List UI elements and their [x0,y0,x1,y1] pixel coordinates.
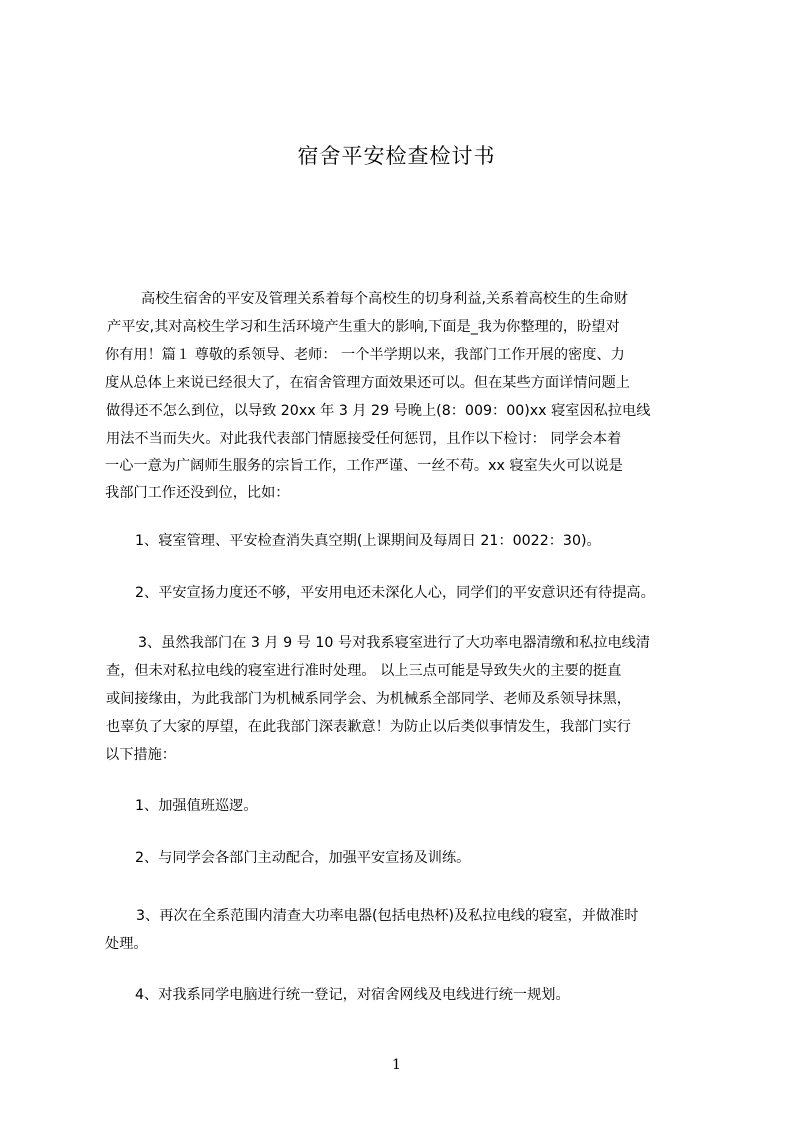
problem-item-2: 2、平安宣扬力度还不够，平安用电还未深化人心，同学们的平安意识还有待提高。 [135,585,655,601]
intro-line-7: 一心一意为广阔师生服务的宗旨工作，工作严谨、一丝不苟。xx 寝室失火可以说是 [105,458,623,474]
intro-line-5: 做得还不怎么到位，以导致 20xx 年 3 月 29 号晚上(8：009：00)xx 寝室因私拉电线 [106,403,651,419]
measure-item-3-line-2: 处理。 [105,936,148,952]
intro-line-3: 你有用！篇１ 尊敬的系领导、老师： 一个半学期以来，我部门工作开展的密度、力 [105,347,625,363]
problem-item-3-line-5: 以下措施： [105,747,176,763]
intro-line-6: 用法不当而失火。对此我代表部门情愿接受任何惩罚，且作以下检讨： 同学会本着 [106,431,622,447]
problem-item-1: 1、寝室管理、平安检查消失真空期(上课期间及每周日 21：0022：30)。 [135,533,601,549]
measure-item-3-line-1: 3、再次在全系范围内清查大功率电器(包括电热杯)及私拉电线的寝室，并做准时 [136,908,639,924]
page-number: 1 [392,1057,401,1073]
problem-item-3-line-2: 查，但未对私拉电线的寝室进行准时处理。 以上三点可能是导致失火的主要的挺直 [106,663,622,679]
intro-line-8: 我部门工作还没到位，比如： [105,485,290,501]
measure-item-4: 4、对我系同学电脑进行统一登记，对宿舍网线及电线进行统一规划。 [135,987,570,1003]
intro-line-2: 产平安,其对高校生学习和生活环境产生重大的影响,下面是_我为你整理的，盼望对 [107,319,620,335]
problem-item-3-line-3: 或间接缘由，为此我部门为机械系同学会、为机械系全部同学、老师及系领导抹黑， [106,691,631,707]
intro-line-4: 度从总体上来说已经很大了，在宿舍管理方面效果还可以。但在某些方面详情问题上 [105,375,630,391]
measure-item-2: 2、与同学会各部门主动配合，加强平安宣扬及训练。 [135,850,471,866]
problem-item-3-line-1: 3、虽然我部门在 3 月 9 号 10 号对我系寝室进行了大功率电器清缴和私拉电线清 [138,635,651,651]
intro-line-1: 高校生宿舍的平安及管理关系着每个高校生的切身利益,关系着高校生的生命财 [141,291,628,307]
document-title: 宿舍平安检查检讨书 [297,144,496,168]
measure-item-1: 1、加强值班巡逻。 [135,798,258,814]
problem-item-3-line-4: 也辜负了大家的厚望，在此我部门深表歉意！为防止以后类似事情发生，我部门实行 [106,719,631,735]
